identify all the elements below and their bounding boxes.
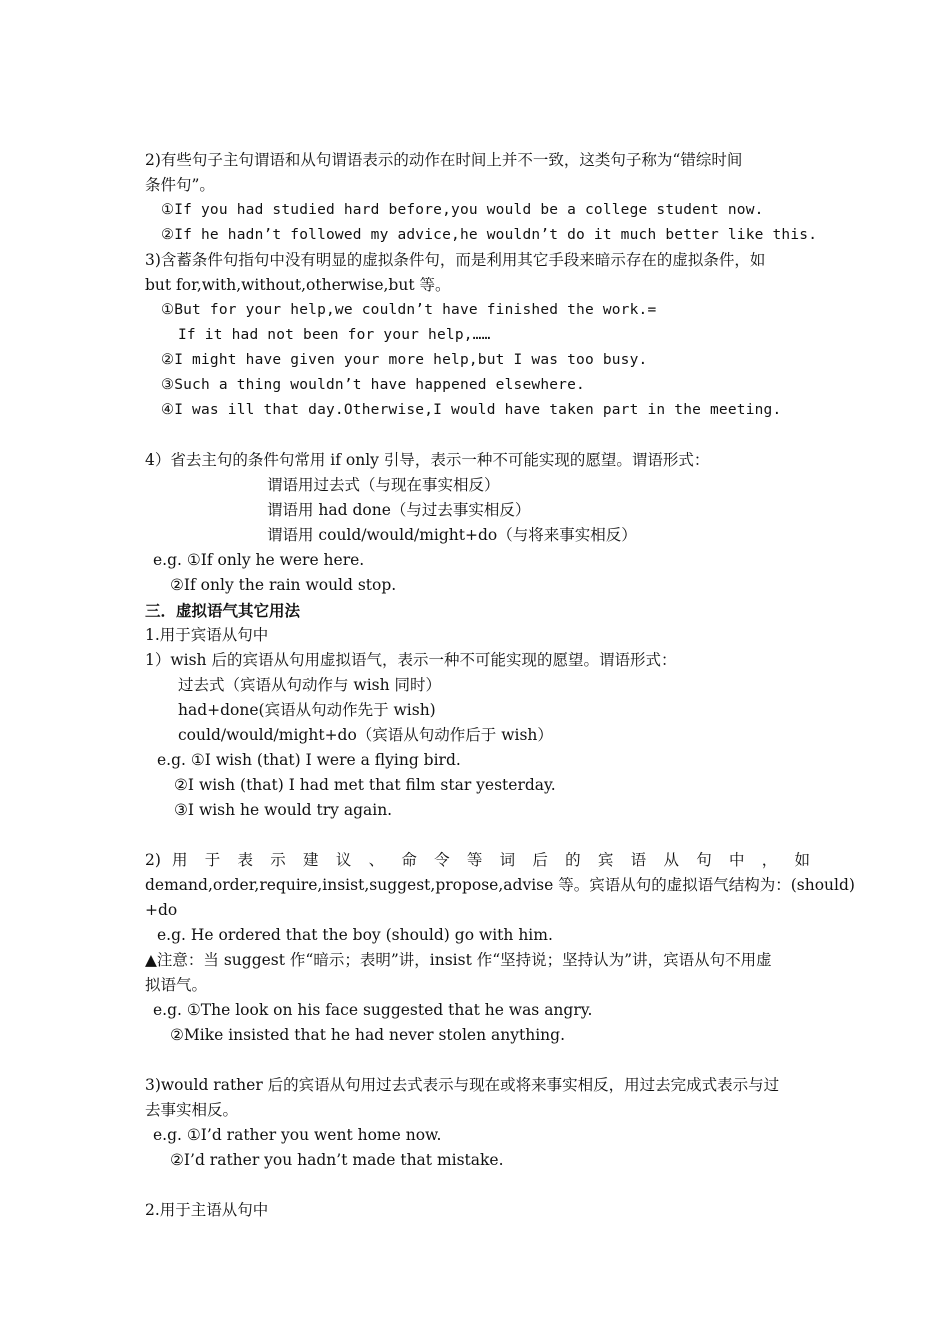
predicate-form: could/would/might+do（宾语从句动作后于 wish） bbox=[178, 726, 553, 744]
example-sentence: ①But for your help,we couldn’t have finished the work.= bbox=[161, 302, 657, 318]
section-heading: 三．虚拟语气其它用法 bbox=[145, 601, 301, 620]
example-sentence: ③I wish he would try again. bbox=[174, 801, 393, 819]
subsection-heading: 2.用于主语从句中 bbox=[145, 1201, 269, 1219]
example-sentence: ②I might have given your more help,but I was too busy. bbox=[161, 352, 648, 368]
para-implied-condition-cont: but for,with,without,otherwise,but 等。 bbox=[145, 276, 451, 294]
predicate-form: 谓语用过去式（与现在事实相反） bbox=[267, 476, 500, 494]
note-paragraph-cont: 拟语气。 bbox=[145, 976, 208, 994]
para-suggestion-verbs-cont: +do bbox=[145, 901, 178, 919]
subsection-heading: 1.用于宾语从句中 bbox=[145, 626, 269, 644]
example-sentence: ④I was ill that day.Otherwise,I would have taken part in the meeting. bbox=[161, 402, 782, 418]
example-sentence: If it had not been for your help,…… bbox=[178, 327, 491, 343]
para-if-only: 4）省去主句的条件句常用 if only 引导，表示一种不可能实现的愿望。谓语形式： bbox=[145, 451, 710, 469]
example-sentence: ②If he hadn’t followed my advice,he wouldn’t do it much better like this. bbox=[161, 227, 818, 243]
para-wish: 1）wish 后的宾语从句用虚拟语气，表示一种不可能实现的愿望。谓语形式： bbox=[145, 651, 677, 669]
para-mixed-time-intro-cont: 条件句”。 bbox=[145, 176, 215, 194]
example-sentence: e.g. ①The look on his face suggested that he was angry. bbox=[153, 1001, 593, 1019]
para-suggestion-verbs-cont: demand,order,require,insist,suggest,propose,advise 等。宾语从句的虚拟语气结构为：(should) bbox=[145, 876, 855, 894]
para-suggestion-verbs: 2) 用 于 表 示 建 议 、 命 令 等 词 后 的 宾 语 从 句 中 ， 如 bbox=[145, 851, 810, 869]
example-sentence: ③Such a thing wouldn’t have happened elsewhere. bbox=[161, 377, 585, 393]
note-paragraph: ▲注意：当 suggest 作“暗示；表明”讲，insist 作“坚持说；坚持认为”讲，宾语从句不用虚 bbox=[145, 951, 772, 969]
predicate-form: had+done(宾语从句动作先于 wish) bbox=[178, 701, 436, 719]
example-sentence: ②I wish (that) I had met that film star yesterday. bbox=[174, 776, 556, 794]
example-sentence: ②I’d rather you hadn’t made that mistake. bbox=[170, 1151, 504, 1169]
para-implied-condition: 3)含蓄条件句指句中没有明显的虚拟条件句，而是利用其它手段来暗示存在的虚拟条件，如 bbox=[145, 251, 766, 269]
example-sentence: ①If you had studied hard before,you would be a college student now. bbox=[161, 202, 764, 218]
example-sentence: e.g. He ordered that the boy (should) go with him. bbox=[157, 926, 553, 944]
para-mixed-time-intro: 2)有些句子主句谓语和从句谓语表示的动作在时间上并不一致，这类句子称为“错综时间 bbox=[145, 151, 743, 169]
example-sentence: ②If only the rain would stop. bbox=[170, 576, 397, 594]
example-sentence: e.g. ①I wish (that) I were a flying bird. bbox=[157, 751, 461, 769]
example-sentence: e.g. ①If only he were here. bbox=[153, 551, 365, 569]
predicate-form: 谓语用 could/would/might+do（与将来事实相反） bbox=[267, 526, 637, 544]
example-sentence: e.g. ①I’d rather you went home now. bbox=[153, 1126, 442, 1144]
predicate-form: 谓语用 had done（与过去事实相反） bbox=[267, 501, 531, 519]
para-would-rather: 3)would rather 后的宾语从句用过去式表示与现在或将来事实相反，用过去完成式表示与过 bbox=[145, 1076, 780, 1094]
predicate-form: 过去式（宾语从句动作与 wish 同时） bbox=[178, 676, 442, 694]
example-sentence: ②Mike insisted that he had never stolen anything. bbox=[170, 1026, 565, 1044]
para-would-rather-cont: 去事实相反。 bbox=[145, 1101, 239, 1119]
